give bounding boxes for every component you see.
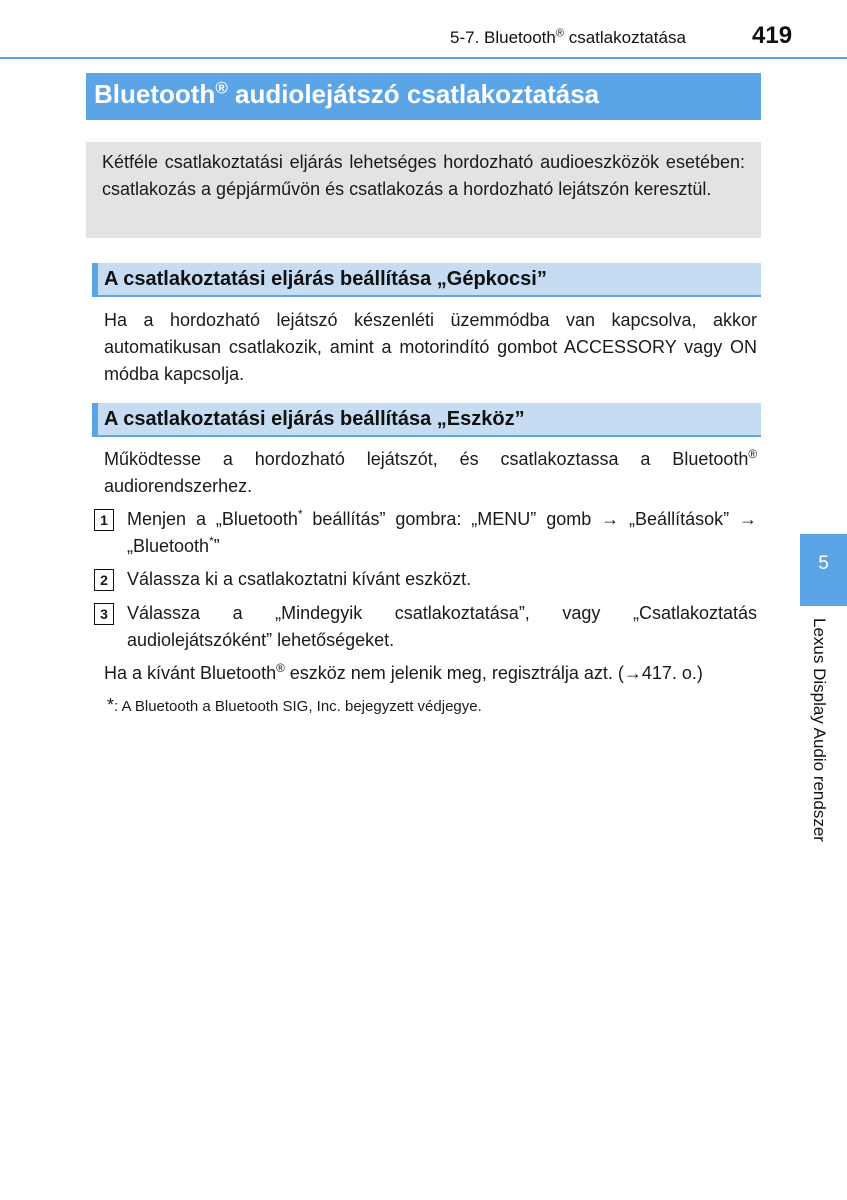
intro-text: Kétféle csatlakoztatási eljárás lehetséges hordozható audioeszközök esetében: csatlakozás a gépjárművön és csatlakozás a hordozható lejátszón keresztül. <box>102 152 745 199</box>
device-note <box>104 660 757 687</box>
header-section-suffix: csatlakoztatása <box>564 28 686 47</box>
step-text <box>127 506 757 560</box>
step-1-part1: Menjen a „Bluetooth <box>127 509 298 529</box>
section-vehicle-text: Ha a hordozható lejátszó készenléti üzemmódba van kapcsolva, akkor automatikusan csatlakozik, amint a motorindító gombot ACCESSORY vagy ON módba kapcsolja. <box>104 310 757 384</box>
chapter-tab: 5 <box>800 534 847 606</box>
note-registered-mark: ® <box>276 662 285 675</box>
section-heading-device: A csatlakoztatási eljárás beállítása „Eszköz” <box>92 403 761 437</box>
intro-box <box>86 142 761 238</box>
step-number: 1 <box>94 509 114 531</box>
step-1-asterisk-2: * <box>209 535 214 548</box>
step-number: 2 <box>94 569 114 591</box>
device-intro-prefix: Működtesse a hordozható lejátszót, és csatlakoztassa a Bluetooth <box>104 449 749 469</box>
step-1-part2: beállítás” gombra: „MENU” gomb → „Beállítások” → „Bluetooth <box>127 509 757 556</box>
title-prefix: Bluetooth <box>94 79 216 109</box>
page-number: 419 <box>752 22 793 49</box>
chapter-label: Lexus Display Audio rendszer <box>810 618 829 842</box>
step-number: 3 <box>94 603 114 625</box>
page-title <box>86 73 761 120</box>
note-prefix: Ha a kívánt Bluetooth <box>104 663 277 683</box>
step-1-asterisk: * <box>297 508 303 521</box>
footnote-asterisk: * <box>107 695 115 715</box>
footnote-text: : A Bluetooth a Bluetooth SIG, Inc. bejegyzett védjegye. <box>114 698 482 715</box>
device-intro-suffix: audiorendszerhez. <box>104 476 253 496</box>
device-intro-registered-mark: ® <box>748 448 757 461</box>
step-1-part3: ” <box>213 536 220 556</box>
section-device-intro <box>104 446 757 500</box>
note-suffix: eszköz nem jelenik meg, regisztrálja azt. (→417. o.) <box>284 663 703 683</box>
header-section-prefix: 5-7. Bluetooth <box>450 28 556 47</box>
section-heading-vehicle: A csatlakoztatási eljárás beállítása „Gépkocsi” <box>92 263 761 297</box>
running-header <box>450 28 686 48</box>
step-text: Válassza a „Mindegyik csatlakoztatása”, vagy „Csatlakoztatás audiolejátszóként” lehetőségeket. <box>127 603 757 650</box>
header-divider <box>0 57 847 59</box>
header-registered-mark: ® <box>555 27 564 40</box>
step-text: Válassza ki a csatlakoztatni kívánt eszközt. <box>127 569 472 589</box>
title-suffix: audiolejátszó csatlakoztatása <box>227 79 600 109</box>
footnote <box>107 694 482 718</box>
title-registered-mark: ® <box>215 78 228 98</box>
